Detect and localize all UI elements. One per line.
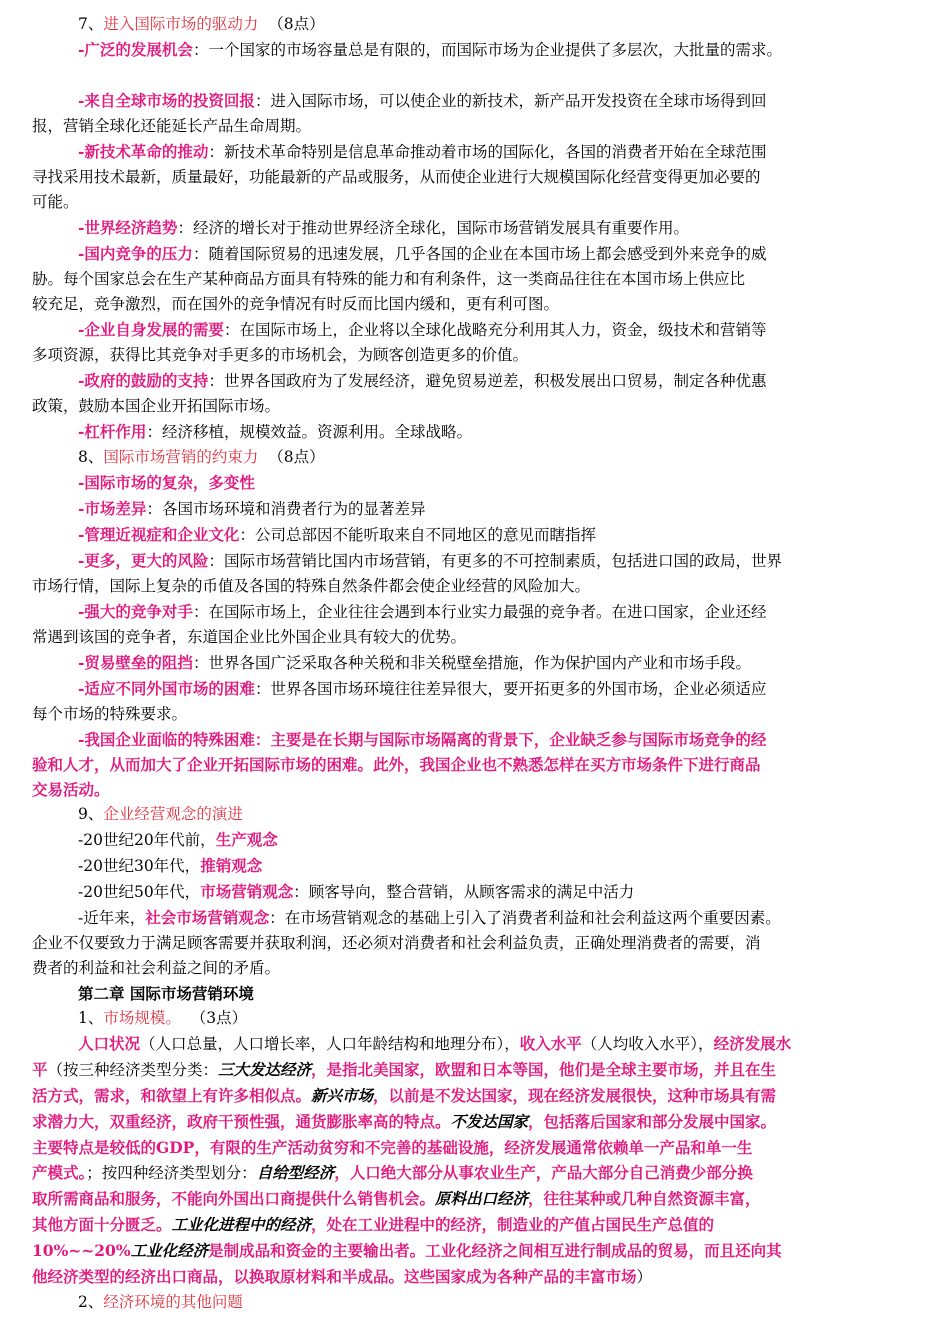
section-7-heading bbox=[78, 12, 924, 37]
section-2-heading bbox=[78, 1290, 924, 1315]
list-item bbox=[78, 215, 924, 241]
term: -政府的鼓励的支持 bbox=[78, 371, 209, 390]
term: -杠杆作用 bbox=[78, 422, 147, 441]
list-item bbox=[78, 241, 924, 267]
text: ） bbox=[636, 1268, 653, 1286]
list-item-continuation: 较充足，竞争激烈，而在国外的竞争情况有时反而比国内缓和，更有利可图。 bbox=[32, 295, 560, 313]
term: -适应不同外国市场的困难 bbox=[78, 679, 255, 698]
paragraph-line bbox=[32, 1083, 924, 1109]
text: 取所需商品和服务，不能向外国出口商提供什么销售机会。 bbox=[32, 1189, 436, 1208]
section-title: 经济环境的其他问题 bbox=[103, 1293, 243, 1311]
type-term: 不发达国家 bbox=[450, 1112, 529, 1131]
list-item bbox=[78, 368, 924, 394]
text: 其他方面十分匮乏。 bbox=[32, 1215, 172, 1234]
section-title: 企业经营观念的演进 bbox=[103, 805, 243, 823]
term: -贸易壁垒的阻挡 bbox=[78, 653, 193, 672]
special-difficulty-line: -我国企业面临的特殊困难：主要是在长期与国际市场隔离的背景下，企业缺乏参与国际市场竞争的经 bbox=[78, 730, 767, 749]
term-text: ：公司总部因不能听取来自不同地区的意见而瞎指挥 bbox=[239, 526, 596, 544]
list-item-continuation: 常遇到该国的竞争者，东道国企业比外国企业具有较大的优势。 bbox=[32, 628, 467, 646]
paragraph-line: 主要特点是较低的GDP，有限的生产活动贫穷和不完善的基础设施，经济发展通常依赖单一产品和单一生 bbox=[32, 1138, 753, 1157]
text: 求潜力大，双重经济，政府干预性强，通货膨胀率高的特点。 bbox=[32, 1112, 451, 1131]
paragraph-line bbox=[32, 1057, 924, 1083]
term-text: ：新技术革命特别是信息革命推动着市场的国际化，各国的消费者开始在全球范围 bbox=[208, 143, 767, 161]
paragraph-line bbox=[32, 1238, 924, 1264]
era-label: -20世纪50年代， bbox=[78, 883, 201, 901]
section-number: 8、 bbox=[78, 448, 104, 466]
text: 他经济类型的经济出口商品，以换取原材料和半成品。这些国家成为各种产品的丰富市场 bbox=[32, 1267, 637, 1286]
concept-text: ：在市场营销观念的基础上引入了消费者利益和社会利益这两个重要因素。 bbox=[269, 909, 781, 927]
list-item bbox=[78, 905, 924, 931]
term-text: ：一个国家的市场容量总是有限的，而国际市场为企业提供了多层次，大批量的需求。 bbox=[192, 41, 782, 59]
section-number: 9、 bbox=[78, 805, 104, 823]
list-item-continuation: 报，营销全球化还能延长产品生命周期。 bbox=[32, 117, 312, 135]
era-label: -20世纪20年代前， bbox=[78, 831, 216, 849]
paragraph-line bbox=[32, 1186, 924, 1212]
text: ，往往某种或几种自然资源丰富， bbox=[528, 1189, 761, 1208]
section-title: 国际市场营销的约束力 bbox=[103, 448, 259, 466]
section-9-heading bbox=[78, 802, 924, 827]
term: -市场差异 bbox=[78, 499, 147, 518]
term: -更多，更大的风险 bbox=[78, 551, 209, 570]
type-term: 自给型经济 bbox=[256, 1163, 335, 1182]
term: 平 bbox=[32, 1060, 48, 1079]
section-number: 2、 bbox=[78, 1293, 104, 1311]
term: -国内竞争的压力 bbox=[78, 244, 193, 263]
term: -世界经济趋势 bbox=[78, 218, 178, 237]
list-item bbox=[78, 419, 924, 445]
section-title: 市场规模。 bbox=[103, 1009, 181, 1027]
paragraph-line bbox=[32, 1109, 924, 1135]
special-difficulty-line: 验和人才，从而加大了企业开拓国际市场的困难。此外，我国企业也不熟悉怎样在买方市场条件下进行商品 bbox=[32, 755, 761, 774]
points-note: （8点） bbox=[268, 15, 325, 33]
term: -企业自身发展的需要 bbox=[78, 320, 224, 339]
list-item-continuation: 胁。每个国家总会在生产某种商品方面具有特殊的能力和有利条件，这一类商品往往在本国市场上供应比 bbox=[32, 270, 746, 288]
type-term: 工业化进程中的经济 bbox=[171, 1215, 312, 1234]
list-item bbox=[78, 879, 924, 905]
text: ，包括落后国家和部分发展中国家。 bbox=[528, 1112, 777, 1131]
term: 人口状况 bbox=[78, 1034, 141, 1053]
list-item-continuation: 费者的利益和社会利益之间的矛盾。 bbox=[32, 959, 281, 977]
text: （人均收入水平）， bbox=[581, 1035, 714, 1053]
paragraph-line bbox=[32, 1212, 924, 1238]
concept-text: ：顾客导向，整合营销，从顾客需求的满足中活力 bbox=[293, 883, 635, 901]
term: -广泛的发展机会 bbox=[78, 40, 193, 59]
term-text: ：在国际市场上，企业将以全球化战略充分利用其人力，资金，级技术和营销等 bbox=[223, 321, 767, 339]
spacer bbox=[78, 63, 924, 88]
paragraph-line bbox=[78, 1031, 924, 1057]
term: -国际市场的复杂，多变性 bbox=[78, 473, 255, 492]
list-item bbox=[78, 650, 924, 676]
text: 是制成品和资金的主要输出者。工业化经济之间相互进行制成品的贸易，而且还向其 bbox=[208, 1241, 782, 1260]
text: （按三种经济类型分类： bbox=[47, 1061, 219, 1079]
term: -管理近视症和企业文化 bbox=[78, 525, 240, 544]
concept: 市场营销观念 bbox=[200, 882, 294, 901]
list-item bbox=[78, 470, 924, 496]
era-label: -近年来， bbox=[78, 909, 146, 927]
list-item bbox=[78, 827, 924, 853]
list-item bbox=[78, 676, 924, 702]
list-item-continuation: 企业不仅要致力于满足顾客需要并获取利润，还必须对消费者和社会利益负责，正确处理消费者的需要，消 bbox=[32, 934, 761, 952]
list-item-continuation: 每个市场的特殊要求。 bbox=[32, 705, 188, 723]
list-item bbox=[78, 139, 924, 165]
list-item-continuation: 政策，鼓励本国企业开拓国际市场。 bbox=[32, 397, 281, 415]
term-text: ：国际市场营销比国内市场营销，有更多的不可控制素质，包括进口国的政局，世界 bbox=[208, 552, 782, 570]
list-item bbox=[78, 548, 924, 574]
text: ，处在工业进程中的经济，制造业的产值占国民生产总值的 bbox=[311, 1215, 715, 1234]
term-text: ：经济的增长对于推动世界经济全球化，国际市场营销发展具有重要作用。 bbox=[177, 219, 689, 237]
list-item bbox=[78, 522, 924, 548]
term-text: ：进入国际市场，可以使企业的新技术，新产品开发投资在全球市场得到回 bbox=[254, 92, 767, 110]
list-item-continuation: 可能。 bbox=[32, 193, 79, 211]
paragraph-line bbox=[32, 1160, 924, 1186]
term: 收入水平 bbox=[519, 1034, 582, 1053]
term-text: ：在国际市场上，企业往往会遇到本行业实力最强的竞争者。在进口国家，企业还经 bbox=[192, 603, 767, 621]
era-label: -20世纪30年代， bbox=[78, 857, 201, 875]
special-difficulty-line: 交易活动。 bbox=[32, 780, 110, 799]
section-number: 7、 bbox=[78, 15, 104, 33]
type-term: 新兴市场 bbox=[311, 1086, 374, 1105]
list-item-continuation: 寻找采用技术最新，质量最好，功能最新的产品或服务，从而使企业进行大规模国际化经营变得更加必要的 bbox=[32, 168, 761, 186]
section-title: 进入国际市场的驱动力 bbox=[103, 15, 259, 33]
term-text: ：经济移植，规模效益。资源利用。全球战略。 bbox=[146, 423, 472, 441]
text: （人口总量，人口增长率，人口年龄结构和地理分布）， bbox=[140, 1035, 520, 1053]
text: ；按四种经济类型划分： bbox=[86, 1164, 257, 1182]
type-term: 原料出口经济 bbox=[435, 1189, 529, 1208]
points-note: （8点） bbox=[268, 448, 325, 466]
section-number: 1、 bbox=[78, 1009, 104, 1027]
text: 产模式。 bbox=[32, 1163, 87, 1182]
points-note: （3点） bbox=[190, 1009, 248, 1027]
term-text: ：各国市场环境和消费者行为的显著差异 bbox=[146, 500, 426, 518]
section-8-heading bbox=[78, 445, 924, 470]
term-text: ：世界各国广泛采取各种关税和非关税壁垒措施，作为保护国内产业和市场手段。 bbox=[192, 654, 751, 672]
type-term: 三大发达经济 bbox=[218, 1060, 312, 1079]
term: -强大的竞争对手 bbox=[78, 602, 193, 621]
list-item-continuation: 市场行情，国际上复杂的币值及各国的特殊自然条件都会使企业经营的风险加大。 bbox=[32, 577, 591, 595]
concept: 社会市场营销观念 bbox=[145, 908, 270, 927]
list-item bbox=[78, 496, 924, 522]
text: 活方式，需求，和欲望上有许多相似点。 bbox=[32, 1086, 312, 1105]
concept: 推销观念 bbox=[200, 856, 263, 875]
type-term: 工业化经济 bbox=[130, 1241, 209, 1260]
text: 10%~~20% bbox=[32, 1241, 131, 1260]
paragraph-line bbox=[32, 1264, 924, 1290]
concept: 生产观念 bbox=[215, 830, 278, 849]
term: -新技术革命的推动 bbox=[78, 142, 209, 161]
term: -来自全球市场的投资回报 bbox=[78, 91, 255, 110]
term-text: ：世界各国政府为了发展经济，避免贸易逆差，积极发展出口贸易，制定各种优惠 bbox=[208, 372, 767, 390]
list-item-continuation: 多项资源，获得比其竞争对手更多的市场机会，为顾客创造更多的价值。 bbox=[32, 346, 529, 364]
list-item bbox=[78, 37, 924, 63]
term-text: ：世界各国市场环境往往差异很大，要开拓更多的外国市场，企业必须适应 bbox=[254, 680, 767, 698]
text: ，人口绝大部分从事农业生产，产品大部分自己消费少部分换 bbox=[334, 1163, 753, 1182]
text: ，以前是不发达国家，现在经济发展很快，这种市场具有需 bbox=[373, 1086, 777, 1105]
list-item bbox=[78, 317, 924, 343]
section-1-heading bbox=[78, 1006, 924, 1031]
term-text: ：随着国际贸易的迅速发展，几乎各国的企业在本国市场上都会感受到外来竞争的威 bbox=[192, 245, 767, 263]
chapter-heading: 第二章 国际市场营销环境 bbox=[78, 984, 254, 1003]
list-item bbox=[78, 88, 924, 114]
text: ，是指北美国家，欧盟和日本等国，他们是全球主要市场，并且在生 bbox=[311, 1060, 777, 1079]
list-item bbox=[78, 853, 924, 879]
list-item bbox=[78, 599, 924, 625]
term: 经济发展水 bbox=[713, 1034, 792, 1053]
